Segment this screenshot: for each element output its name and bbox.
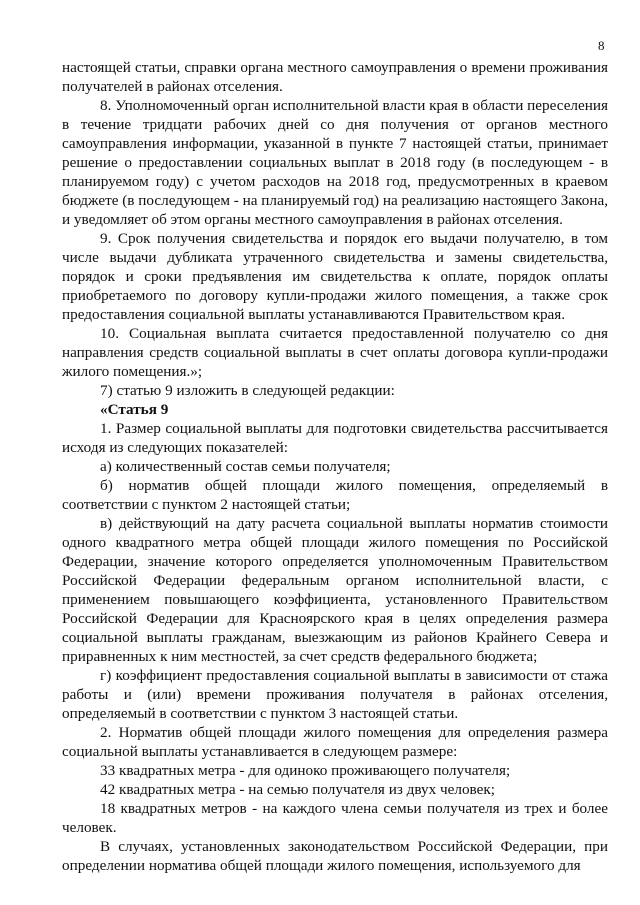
paragraph-subitem-b: б) норматив общей площади жилого помещения, определяемый в соответствии с пунктом 2 настоящей статьи; (62, 477, 608, 513)
page-number: 8 (598, 38, 605, 53)
paragraph-article-9-point-1: 1. Размер социальной выплаты для подготовки свидетельства рассчитывается исходя из следующих показателей: (62, 420, 608, 456)
paragraph-continuation: настоящей статьи, справки органа местного самоуправления о времени проживания получателей в районах отселения. (62, 59, 608, 95)
paragraph-norm-single: 33 квадратных метра - для одиноко проживающего получателя; (100, 762, 511, 779)
paragraph-article-9-point-2: 2. Норматив общей площади жилого помещения для определения размера социальной выплаты устанавливается в следующем размере: (62, 724, 608, 760)
document-body (62, 58, 608, 875)
paragraph-subitem-a: а) количественный состав семьи получателя; (100, 458, 391, 475)
paragraph-norm-two: 42 квадратных метра - на семью получателя из двух человек; (100, 781, 495, 798)
paragraph-item-8: 8. Уполномоченный орган исполнительной власти края в области переселения в течение тридцати рабочих дней со дня получения от органов местного самоуправления информации, указанной в пункте 7 настоящей статьи, принимает решение о предоставлении социальных выплат в 2018 году (в последующем - в планируемом году) с учетом расходов на 2018 год, предусмотренных в краевом бюджете (в последующем - на планируемый год) на реализацию настоящего Закона, и уведомляет об этом органы местного самоуправления в районах отселения. (62, 97, 608, 228)
paragraph-norm-three-plus: 18 квадратных метров - на каждого члена семьи получателя из трех и более человек. (62, 800, 608, 836)
paragraph-amendment-7: 7) статью 9 изложить в следующей редакции: (100, 382, 395, 399)
paragraph-subitem-v: в) действующий на дату расчета социальной выплаты норматив стоимости одного квадратного метра общей площади жилого помещения по Российской Федерации, значение которого определяется уполномоченным Правительством Российской Федерации федеральным органом исполнительной власти, с применением повышающего коэффициента, установленного Правительством Российской Федерации для Красноярского края в целях определения размера социальной выплаты гражданам, выезжающим из районов Крайнего Севера и приравненных к ним местностей, за счет средств федерального бюджета; (62, 515, 608, 665)
paragraph-item-10: 10. Социальная выплата считается предоставленной получателю со дня направления средств социальной выплаты в счет оплаты договора купли-продажи жилого помещения.»; (62, 325, 608, 380)
paragraph-subitem-g: г) коэффициент предоставления социальной выплаты в зависимости от стажа работы и (или) времени проживания получателя в районах отселения, определяемый в соответствии с пунктом 3 настоящей статьи. (62, 667, 608, 722)
paragraph-item-9: 9. Срок получения свидетельства и порядок его выдачи получателю, в том числе выдачи дубликата утраченного свидетельства и замены свидетельства, порядок и сроки предъявления им свидетельства к оплате, порядок оплаты приобретаемого по договору купли-продажи жилого помещения, а также срок предоставления социальной выплаты устанавливаются Правительством края. (62, 230, 608, 323)
paragraph-special-cases: В случаях, установленных законодательством Российской Федерации, при определении норматива общей площади жилого помещения, используемого для (62, 838, 608, 874)
article-heading: «Статья 9 (100, 401, 169, 418)
